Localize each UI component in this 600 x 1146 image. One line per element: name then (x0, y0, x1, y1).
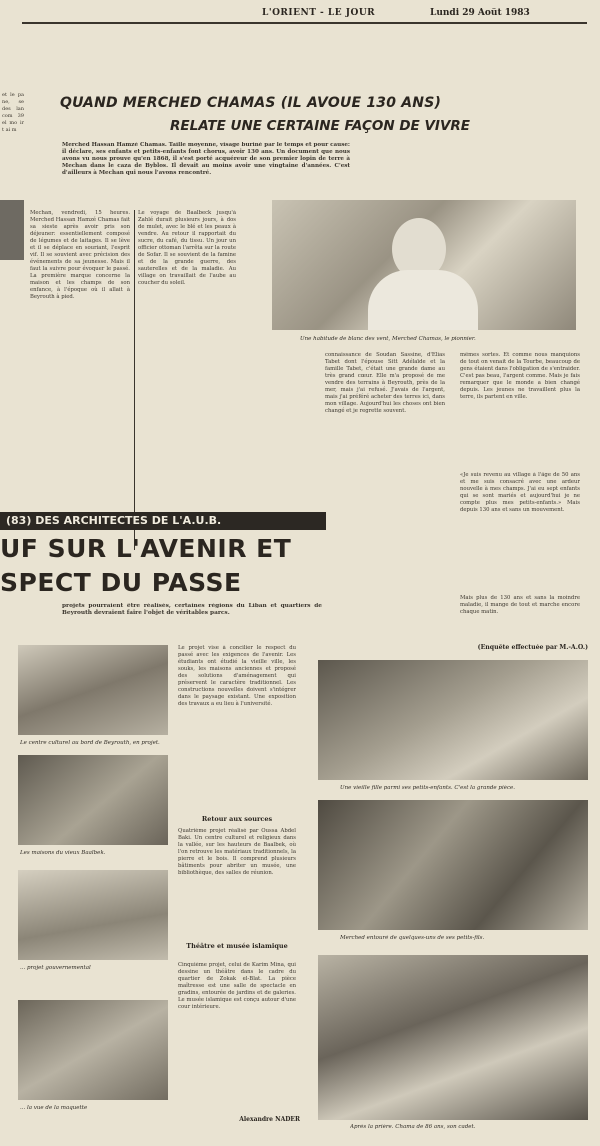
left-strip-text: et le pa ne, se des lan com 39 el mo ir t ai m (2, 92, 24, 133)
article2-intro: projets pourraient être réalisés, certaines régions du Liban et quartiers de Beyrouth devraient faire l'objet de véritables parcs. (62, 603, 322, 616)
publication-name: L'ORIENT - LE JOUR (262, 8, 376, 18)
article1-lead: Merched Hassan Hamzé Chamas. Taille moyenne, visage buriné par le temps et pour cause: il déclare, ses enfants et petits-enfants font chorus, avoir 130 ans. Un document que nous avons vu nous prouve qu'en 1868, il s'est porté acquéreur de son premier lopin de terre à Mechan dans le caza de Byblos. Il devait au moins avoir une vingtaine d'années. C'est d'ailleurs à Mechan qui nous l'avons rencontré. (62, 142, 350, 176)
article2-subhead1: Retour aux sources (201, 815, 273, 823)
article1-column4: mêmes sortes. Et comme nous manquions de tout on venait de la Tourbe, beaucoup de gens étaient dans l'obligation de s'entraider. C'est pas beau, l'argent comme. Mais je fais remarquer que le monde a bien changé depuis. Les jeunes ne travaillent plus la terre, ils partent en ville. (460, 352, 580, 400)
person-body-shape (368, 270, 478, 330)
article2-kicker: (83) DES ARCHITECTES DE L'A.U.B. (0, 512, 326, 530)
article2-signature: Alexandre NADER (239, 1116, 300, 1123)
right-photo3-caption: Après la prière. Chama de 86 ans, son cadet. (350, 1124, 476, 1130)
article2-photo1 (18, 645, 168, 735)
article2-photo3 (18, 870, 168, 960)
article2-photo1-caption: Le centre culturel au bord de Beyrouth, en projet. (20, 740, 160, 746)
article2-photo4 (18, 1000, 168, 1100)
publication-date: Lundi 29 Août 1983 (430, 8, 530, 18)
article1-photo-caption: Une habitude de blanc des vent, Merched Chamas, le pionnier. (300, 336, 476, 342)
article2-photo4-caption: ... la vue de la maquette (20, 1105, 88, 1111)
article1-photo (272, 200, 576, 330)
article1-title: QUAND MERCHED CHAMAS (IL AVOUE 130 ANS) (60, 95, 442, 111)
article2-body2: Quatrième projet réalisé par Oussa Abdel Baki. Un centre culturel et religieux dans la vallée, sur les hauteurs de Baalbek, où l'on retrouve les matériaux traditionnels, la pierre et le bois. Il comprend plusieurs bâtiments pour abriter un musée, une bibliothèque, des salles de réunion. (178, 828, 296, 876)
article1-subtitle: RELATE UNE CERTAINE FAÇON DE VIVRE (169, 118, 471, 134)
article1-column3: connaissance de Soudan Sassine, d'Elias Tabet dont l'épouse Sitt Adélaïde et la famille Tabet, c'était une grande dame au très grand cœur. Elle m'a proposé de me vendre des terrains à Beyrouth, près de la mer, mais j'ai refusé. J'avais de l'argent, mais j'ai préféré acheter des terres ici, dans mon village. Aujourd'hui les choses ont bien changé et je regrette souvent. (325, 352, 445, 414)
article1-column1: Mechan, vendredi, 15 heures. Merched Hassan Hamzé Chamas fait sa sieste après avoir pris son déjeuner: essentiellement composé de légumes et de laitages. Il se lève et il se déplace en souriant, l'esprit vif. Il se souvient avec précision des événements de sa jeunesse. Mais il faut la suivre pour évoquer le passé. La première marque concerne la maison et les champs de son enfance, à l'époque où il allait à Beyrouth à pied. (30, 210, 130, 300)
article2-body3: Cinquième projet, celui de Karim Mina, qui dessine un théâtre dans le cadre du quartier de Zokak el-Blat. La pièce maîtresse est une salle de spectacle en gradins, entourée de jardins et de galeries. Le musée islamique est conçu autour d'une cour intérieure. (178, 962, 296, 1010)
left-strip-photo (0, 200, 24, 260)
article2-photo3-caption: ... projet gouvernemental (20, 965, 91, 971)
article1-column4c: Mais plus de 130 ans et sans la moindre maladie, il mange de tout et marche encore chaque matin. (460, 595, 580, 615)
column-rule (134, 210, 135, 550)
article1-column4b: «Je suis revenu au village à l'âge de 50 ans et me suis consacré avec une ardeur nouvelle à mes champs. J'ai eu sept enfants qui se sont mariés et aujourd'hui je ne compte plus mes petits-enfants.» Mais depuis 130 ans et sans un mouvement. (460, 472, 580, 513)
article2-photo2 (18, 755, 168, 845)
article2-subhead2: Théâtre et musée islamique (186, 942, 288, 950)
right-photo1 (318, 660, 588, 780)
article2-body: Le projet vise à concilier le respect du passé avec les exigences de l'avenir. Les étudiants ont étudié la vieille ville, les souks, les maisons anciennes et proposé des solutions d'aménagement qui préservent le caractère traditionnel. Les constructions nouvelles doivent s'intégrer dans le paysage existant. Une exposition des travaux a eu lieu à l'université. (178, 645, 296, 707)
header-rule (22, 22, 587, 24)
right-photo2-caption: Merched entouré de quelques-uns de ses petits-fils. (340, 935, 485, 941)
right-photo2 (318, 800, 588, 930)
right-photo3 (318, 955, 588, 1120)
article1-column2: Le voyage de Baalbeck jusqu'à Zahlé durait plusieurs jours, à dos de mulet, avec le blé et les peaux à vendre. Au retour il rapportait du sucre, du café, du tissu. Un jour un officier ottoman l'arrêta sur la route de Sofar. Il se souvient de la famine et de la grande guerre, des sauterelles et de la maladie. Au village on travaillait de l'aube au coucher du soleil. (138, 210, 236, 286)
right-photo1-caption: Une vieille fille parmi ses petits-enfants. C'est la grande pièce. (340, 785, 516, 791)
article2-photo2-caption: Les maisons du vieux Baalbek. (20, 850, 106, 856)
article2-title-line2: SPECT DU PASSE (0, 568, 242, 597)
article2-title-line1: UF SUR L'AVENIR ET (0, 534, 292, 563)
article1-credit: (Enquête effectuée par M.-A.O.) (477, 644, 588, 651)
